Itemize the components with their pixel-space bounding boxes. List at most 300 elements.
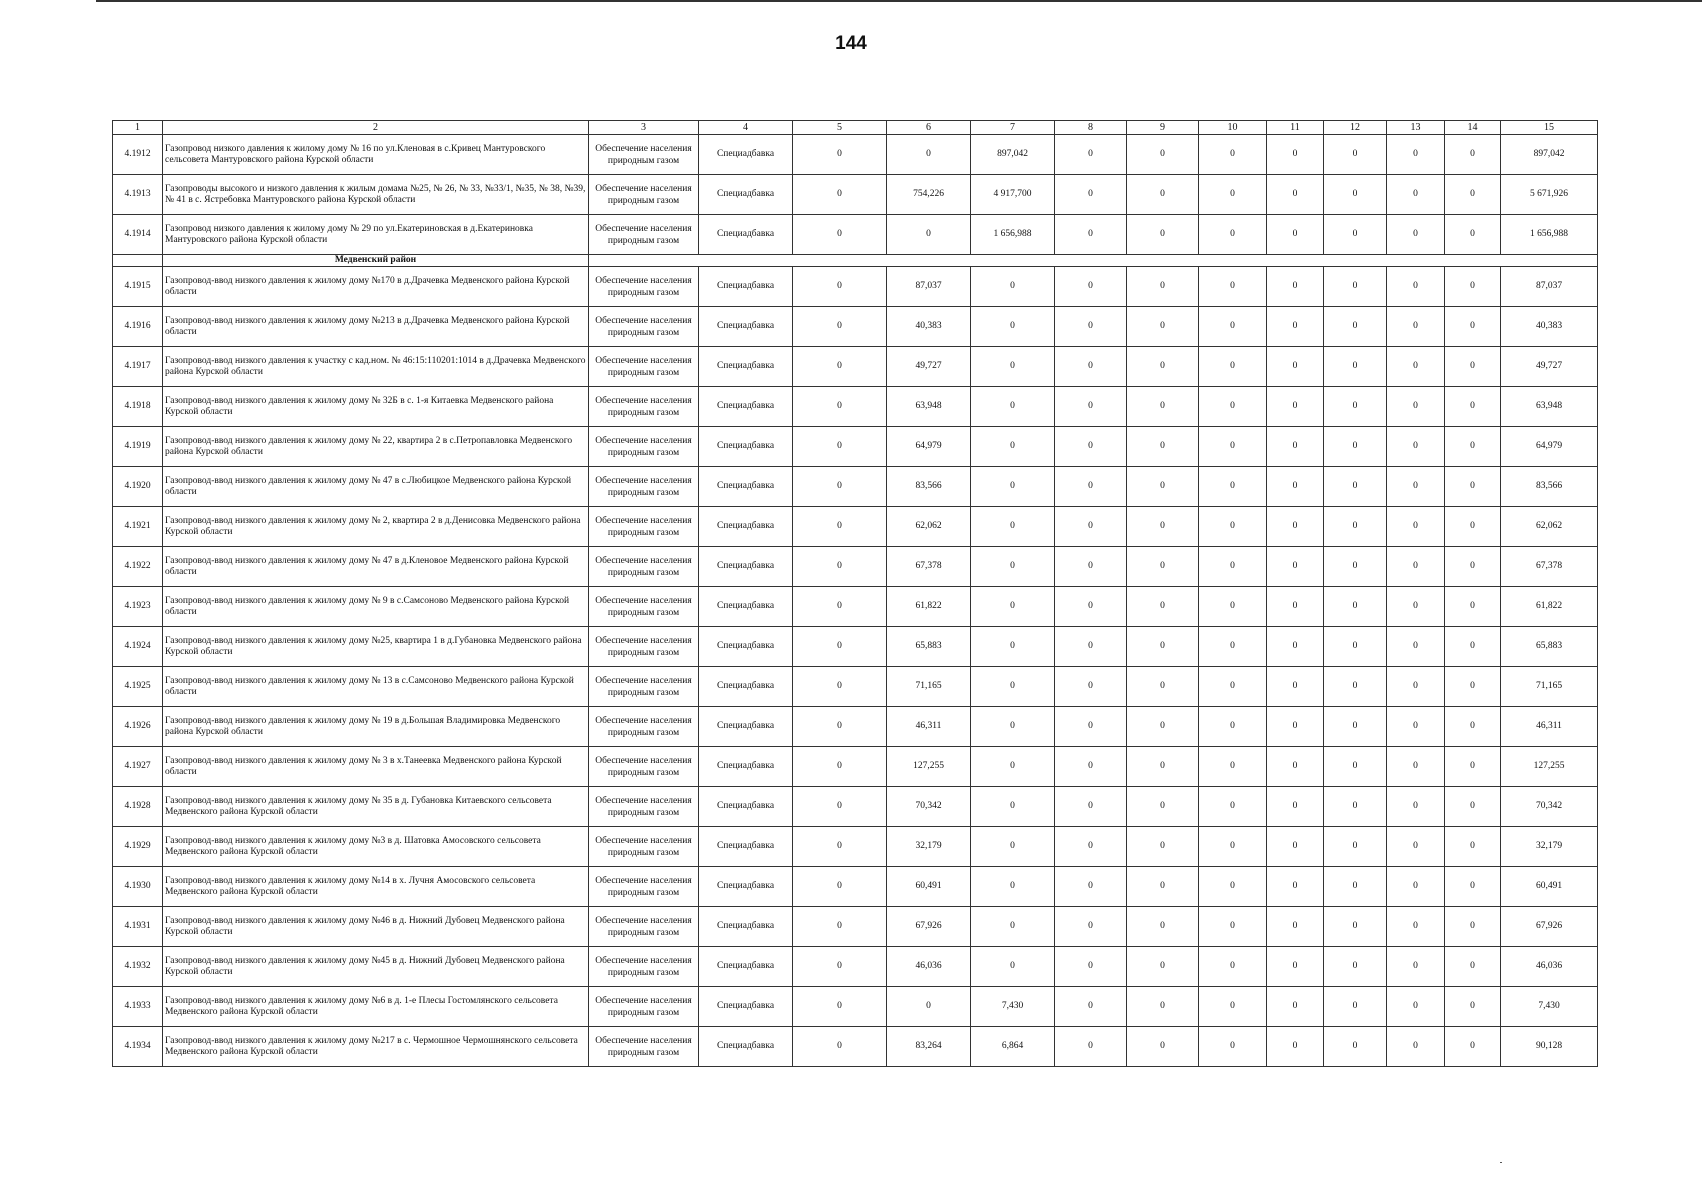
value-cell: 71,165 [887,667,971,707]
value-cell: 0 [1267,1027,1324,1067]
value-cell: 5 671,926 [1501,175,1598,215]
value-cell: 0 [1199,587,1267,627]
value-cell: 83,566 [1501,467,1598,507]
value-cell: 0 [971,907,1055,947]
value-cell: 0 [971,587,1055,627]
value-cell: 0 [1445,787,1501,827]
value-cell: 0 [1387,427,1445,467]
table-row [113,867,1598,907]
column-number: 3 [589,121,699,135]
value-cell: 0 [1387,707,1445,747]
purpose-cell: Обеспечение населения природным газом [589,267,699,307]
value-cell: 87,037 [1501,267,1598,307]
value-cell: 0 [793,667,887,707]
executor-cell: Специадбавка [699,707,793,747]
value-cell: 0 [1445,707,1501,747]
column-number: 6 [887,121,971,135]
value-cell: 0 [793,135,887,175]
value-cell: 0 [793,387,887,427]
table-row [113,907,1598,947]
value-cell: 0 [1199,907,1267,947]
object-name: Газопровод-ввод низкого давления к жилому дому № 35 в д. Губановка Китаевского сельсовета Медвенского района Курской области [163,787,589,827]
value-cell: 0 [1127,175,1199,215]
table-row [113,547,1598,587]
value-cell: 897,042 [1501,135,1598,175]
value-cell: 0 [1199,747,1267,787]
value-cell: 0 [1055,307,1127,347]
value-cell: 0 [971,387,1055,427]
table-row [113,827,1598,867]
value-cell: 0 [1127,467,1199,507]
value-cell: 0 [1267,947,1324,987]
executor-cell: Специадбавка [699,547,793,587]
row-number: 4.1913 [113,175,163,215]
value-cell: 0 [1445,467,1501,507]
row-number: 4.1923 [113,587,163,627]
value-cell: 897,042 [971,135,1055,175]
value-cell: 0 [1445,867,1501,907]
value-cell: 0 [1199,267,1267,307]
row-number: 4.1926 [113,707,163,747]
value-cell: 1 656,988 [971,215,1055,255]
value-cell: 0 [1445,947,1501,987]
value-cell: 0 [1445,267,1501,307]
value-cell: 0 [1127,827,1199,867]
row-number: 4.1930 [113,867,163,907]
column-number: 9 [1127,121,1199,135]
value-cell: 0 [971,307,1055,347]
value-cell: 0 [1324,387,1387,427]
value-cell: 0 [1199,507,1267,547]
executor-cell: Специадбавка [699,667,793,707]
value-cell: 46,311 [1501,707,1598,747]
column-number: 12 [1324,121,1387,135]
value-cell: 0 [1324,587,1387,627]
object-name: Газопровод-ввод низкого давления к жилому дому №6 в д. 1-е Плесы Гостомлянского сельсовета Медвенского района Курской области [163,987,589,1027]
value-cell: 0 [1055,135,1127,175]
purpose-cell: Обеспечение населения природным газом [589,987,699,1027]
value-cell: 0 [793,267,887,307]
row-number: 4.1929 [113,827,163,867]
value-cell: 0 [1387,307,1445,347]
value-cell: 0 [1055,587,1127,627]
value-cell: 62,062 [1501,507,1598,547]
value-cell: 0 [1199,215,1267,255]
value-cell: 70,342 [887,787,971,827]
table-row [113,987,1598,1027]
value-cell: 0 [793,467,887,507]
value-cell: 0 [1267,907,1324,947]
value-cell: 0 [1387,547,1445,587]
value-cell: 0 [1324,267,1387,307]
purpose-cell: Обеспечение населения природным газом [589,1027,699,1067]
object-name: Газопровод низкого давления к жилому дому № 16 по ул.Кленовая в с.Кривец Мантуровского сельсовета Мантуровского района Курской области [163,135,589,175]
executor-cell: Специадбавка [699,947,793,987]
value-cell: 0 [1445,667,1501,707]
value-cell: 62,062 [887,507,971,547]
value-cell: 65,883 [887,627,971,667]
value-cell: 0 [1055,667,1127,707]
value-cell: 0 [1199,667,1267,707]
value-cell: 0 [1127,1027,1199,1067]
purpose-cell: Обеспечение населения природным газом [589,867,699,907]
value-cell: 0 [971,787,1055,827]
value-cell: 0 [1055,175,1127,215]
value-cell: 0 [1127,747,1199,787]
value-cell: 127,255 [887,747,971,787]
executor-cell: Специадбавка [699,135,793,175]
row-number: 4.1915 [113,267,163,307]
value-cell: 83,264 [887,1027,971,1067]
value-cell: 0 [1199,175,1267,215]
object-name: Газопровод-ввод низкого давления к жилому дому № 47 в д.Кленовое Медвенского района Курской области [163,547,589,587]
table-row [113,347,1598,387]
column-number-row [113,121,1598,135]
table-row [113,307,1598,347]
column-number: 11 [1267,121,1324,135]
executor-cell: Специадбавка [699,387,793,427]
purpose-cell: Обеспечение населения природным газом [589,707,699,747]
value-cell: 0 [1387,175,1445,215]
top-rule [96,0,1702,2]
value-cell: 0 [1127,947,1199,987]
executor-cell: Специадбавка [699,507,793,547]
table-row [113,427,1598,467]
value-cell: 0 [1267,827,1324,867]
object-name: Газопровод-ввод низкого давления к жилому дому №46 в д. Нижний Дубовец Медвенского района Курской области [163,907,589,947]
value-cell: 0 [1267,787,1324,827]
value-cell: 0 [793,307,887,347]
object-name: Газопровод-ввод низкого давления к жилому дому № 47 в с.Любицкое Медвенского района Курской области [163,467,589,507]
value-cell: 0 [1267,467,1324,507]
value-cell: 0 [887,215,971,255]
value-cell: 0 [1324,627,1387,667]
value-cell: 0 [1445,347,1501,387]
purpose-cell: Обеспечение населения природным газом [589,627,699,667]
object-name: Газопровод-ввод низкого давления к жилому дому №45 в д. Нижний Дубовец Медвенского района Курской области [163,947,589,987]
value-cell: 64,979 [887,427,971,467]
executor-cell: Специадбавка [699,1027,793,1067]
purpose-cell: Обеспечение населения природным газом [589,947,699,987]
row-number: 4.1919 [113,427,163,467]
value-cell: 0 [1324,467,1387,507]
value-cell: 0 [1267,267,1324,307]
object-name: Газопроводы высокого и низкого давления к жилым домама №25, № 26, № 33, №33/1, №35, № 38, №39, № 41 в с. Ястребовка Мантуровского района Курской области [163,175,589,215]
purpose-cell: Обеспечение населения природным газом [589,587,699,627]
value-cell: 0 [1445,175,1501,215]
table-row [113,215,1598,255]
column-number: 15 [1501,121,1598,135]
object-name: Газопровод-ввод низкого давления к участку с кад.ном. № 46:15:110201:1014 в д.Драчевка Медвенского района Курской области [163,347,589,387]
value-cell: 87,037 [887,267,971,307]
object-name: Газопровод-ввод низкого давления к жилому дому №217 в с. Чермошное Чермошнянского сельсовета Медвенского района Курской области [163,1027,589,1067]
value-cell: 0 [793,427,887,467]
value-cell: 0 [1127,787,1199,827]
table-row [113,587,1598,627]
object-name: Газопровод-ввод низкого давления к жилому дому № 3 в х.Танеевка Медвенского района Курской области [163,747,589,787]
value-cell: 0 [1445,1027,1501,1067]
value-cell: 0 [1324,867,1387,907]
object-name: Газопровод-ввод низкого давления к жилому дому № 9 в с.Самсоново Медвенского района Курской области [163,587,589,627]
purpose-cell: Обеспечение населения природным газом [589,307,699,347]
value-cell: 0 [1324,947,1387,987]
column-number: 5 [793,121,887,135]
value-cell: 0 [971,347,1055,387]
value-cell: 0 [1387,467,1445,507]
section-row [113,255,1598,267]
value-cell: 0 [1387,347,1445,387]
purpose-cell: Обеспечение населения природным газом [589,215,699,255]
value-cell: 0 [1199,307,1267,347]
table-row [113,1027,1598,1067]
value-cell: 0 [1055,827,1127,867]
value-cell: 127,255 [1501,747,1598,787]
value-cell: 0 [1127,427,1199,467]
value-cell: 0 [1055,987,1127,1027]
value-cell: 0 [1445,507,1501,547]
row-number: 4.1917 [113,347,163,387]
value-cell: 0 [1445,747,1501,787]
purpose-cell: Обеспечение населения природным газом [589,787,699,827]
value-cell: 0 [793,347,887,387]
value-cell: 0 [793,707,887,747]
value-cell: 64,979 [1501,427,1598,467]
table-row [113,627,1598,667]
value-cell: 0 [971,467,1055,507]
value-cell: 0 [1199,427,1267,467]
column-number: 1 [113,121,163,135]
purpose-cell: Обеспечение населения природным газом [589,135,699,175]
value-cell: 0 [1324,1027,1387,1067]
value-cell: 60,491 [887,867,971,907]
value-cell: 7,430 [971,987,1055,1027]
object-name: Газопровод-ввод низкого давления к жилому дому № 22, квартира 2 в с.Петропавловка Медвенского района Курской области [163,427,589,467]
value-cell: 0 [1387,627,1445,667]
table-row [113,707,1598,747]
value-cell: 0 [1055,707,1127,747]
row-number: 4.1921 [113,507,163,547]
value-cell: 0 [1199,347,1267,387]
executor-cell: Специадбавка [699,907,793,947]
value-cell: 0 [1055,267,1127,307]
gas-pipeline-table [112,120,1598,1067]
value-cell: 0 [1055,507,1127,547]
object-name: Газопровод-ввод низкого давления к жилому дому №170 в д.Драчевка Медвенского района Курской области [163,267,589,307]
value-cell: 6,864 [971,1027,1055,1067]
value-cell: 61,822 [1501,587,1598,627]
executor-cell: Специадбавка [699,267,793,307]
executor-cell: Специадбавка [699,215,793,255]
value-cell: 0 [1324,135,1387,175]
value-cell: 40,383 [887,307,971,347]
value-cell: 0 [1199,467,1267,507]
value-cell: 0 [1387,215,1445,255]
value-cell: 0 [971,627,1055,667]
value-cell: 0 [1387,587,1445,627]
table-row [113,175,1598,215]
value-cell: 0 [1055,427,1127,467]
value-cell: 0 [1127,627,1199,667]
value-cell: 0 [1267,135,1324,175]
value-cell: 0 [971,427,1055,467]
value-cell: 0 [971,507,1055,547]
value-cell: 83,566 [887,467,971,507]
executor-cell: Специадбавка [699,427,793,467]
row-number: 4.1931 [113,907,163,947]
executor-cell: Специадбавка [699,347,793,387]
value-cell: 0 [1324,307,1387,347]
table-row [113,267,1598,307]
column-number: 14 [1445,121,1501,135]
value-cell: 0 [793,987,887,1027]
value-cell: 0 [1199,135,1267,175]
executor-cell: Специадбавка [699,307,793,347]
value-cell: 67,378 [1501,547,1598,587]
value-cell: 0 [1387,947,1445,987]
object-name: Газопровод-ввод низкого давления к жилому дому № 19 в д.Большая Владимировка Медвенского района Курской области [163,707,589,747]
value-cell: 0 [1127,987,1199,1027]
value-cell: 0 [1267,507,1324,547]
value-cell: 0 [1387,987,1445,1027]
value-cell: 0 [1445,587,1501,627]
value-cell: 0 [1324,747,1387,787]
value-cell: 0 [793,867,887,907]
value-cell: 0 [1324,667,1387,707]
executor-cell: Специадбавка [699,747,793,787]
value-cell: 0 [793,827,887,867]
value-cell: 46,311 [887,707,971,747]
value-cell: 0 [1267,587,1324,627]
value-cell: 0 [1199,1027,1267,1067]
column-number: 13 [1387,121,1445,135]
value-cell: 32,179 [887,827,971,867]
value-cell: 0 [1199,627,1267,667]
value-cell: 4 917,700 [971,175,1055,215]
value-cell: 0 [971,827,1055,867]
section-heading: Медвенский район [163,255,589,267]
value-cell: 0 [1199,947,1267,987]
value-cell: 0 [971,947,1055,987]
row-number: 4.1925 [113,667,163,707]
value-cell: 0 [1324,827,1387,867]
value-cell: 0 [1055,347,1127,387]
row-number: 4.1918 [113,387,163,427]
value-cell: 0 [1267,747,1324,787]
value-cell: 0 [1387,1027,1445,1067]
row-number: 4.1916 [113,307,163,347]
value-cell: 0 [1199,387,1267,427]
value-cell: 0 [971,867,1055,907]
value-cell: 0 [1199,787,1267,827]
value-cell: 46,036 [1501,947,1598,987]
row-number: 4.1933 [113,987,163,1027]
table-row [113,787,1598,827]
column-number: 8 [1055,121,1127,135]
value-cell: 0 [1127,215,1199,255]
value-cell: 32,179 [1501,827,1598,867]
value-cell: 1 656,988 [1501,215,1598,255]
object-name: Газопровод-ввод низкого давления к жилому дому №25, квартира 1 в д.Губановка Медвенского района Курской области [163,627,589,667]
value-cell: 0 [1127,135,1199,175]
row-number: 4.1922 [113,547,163,587]
value-cell: 0 [1055,387,1127,427]
value-cell: 65,883 [1501,627,1598,667]
value-cell: 0 [1267,627,1324,667]
value-cell: 0 [1387,787,1445,827]
value-cell: 0 [1387,135,1445,175]
row-number: 4.1934 [113,1027,163,1067]
value-cell: 0 [1267,867,1324,907]
value-cell: 0 [1445,627,1501,667]
value-cell: 0 [1055,547,1127,587]
value-cell: 0 [971,547,1055,587]
value-cell: 67,926 [887,907,971,947]
page-number: 144 [835,33,867,54]
value-cell: 0 [1324,707,1387,747]
value-cell: 0 [1199,827,1267,867]
table-row [113,747,1598,787]
value-cell: 90,128 [1501,1027,1598,1067]
column-number: 7 [971,121,1055,135]
executor-cell: Специадбавка [699,587,793,627]
object-name: Газопровод-ввод низкого давления к жилому дому №14 в х. Лучня Амосовского сельсовета Медвенского района Курской области [163,867,589,907]
value-cell: 0 [1445,547,1501,587]
value-cell: 67,926 [1501,907,1598,947]
value-cell: 0 [1055,947,1127,987]
value-cell: 0 [971,267,1055,307]
value-cell: 0 [1055,747,1127,787]
purpose-cell: Обеспечение населения природным газом [589,507,699,547]
value-cell: 0 [1199,547,1267,587]
value-cell: 0 [1387,907,1445,947]
row-number: 4.1912 [113,135,163,175]
executor-cell: Специадбавка [699,467,793,507]
row-number: 4.1914 [113,215,163,255]
value-cell: 0 [1445,907,1501,947]
executor-cell: Специадбавка [699,987,793,1027]
value-cell: 0 [971,707,1055,747]
value-cell: 0 [887,135,971,175]
executor-cell: Специадбавка [699,787,793,827]
value-cell: 0 [1324,175,1387,215]
value-cell: 0 [1445,215,1501,255]
value-cell: 0 [1127,307,1199,347]
value-cell: 49,727 [1501,347,1598,387]
value-cell: 0 [793,547,887,587]
value-cell: 0 [793,947,887,987]
value-cell: 0 [1127,547,1199,587]
value-cell: 0 [1127,267,1199,307]
row-number: 4.1920 [113,467,163,507]
value-cell: 0 [793,787,887,827]
purpose-cell: Обеспечение населения природным газом [589,347,699,387]
value-cell: 67,378 [887,547,971,587]
value-cell: 0 [1324,547,1387,587]
value-cell: 0 [1055,787,1127,827]
value-cell: 0 [1445,135,1501,175]
column-number: 4 [699,121,793,135]
value-cell: 0 [793,627,887,667]
value-cell: 0 [1267,667,1324,707]
row-number: 4.1924 [113,627,163,667]
purpose-cell: Обеспечение населения природным газом [589,467,699,507]
value-cell: 0 [1324,427,1387,467]
value-cell: 0 [1445,827,1501,867]
value-cell: 0 [793,215,887,255]
value-cell: 0 [1127,347,1199,387]
purpose-cell: Обеспечение населения природным газом [589,387,699,427]
value-cell: 0 [971,667,1055,707]
